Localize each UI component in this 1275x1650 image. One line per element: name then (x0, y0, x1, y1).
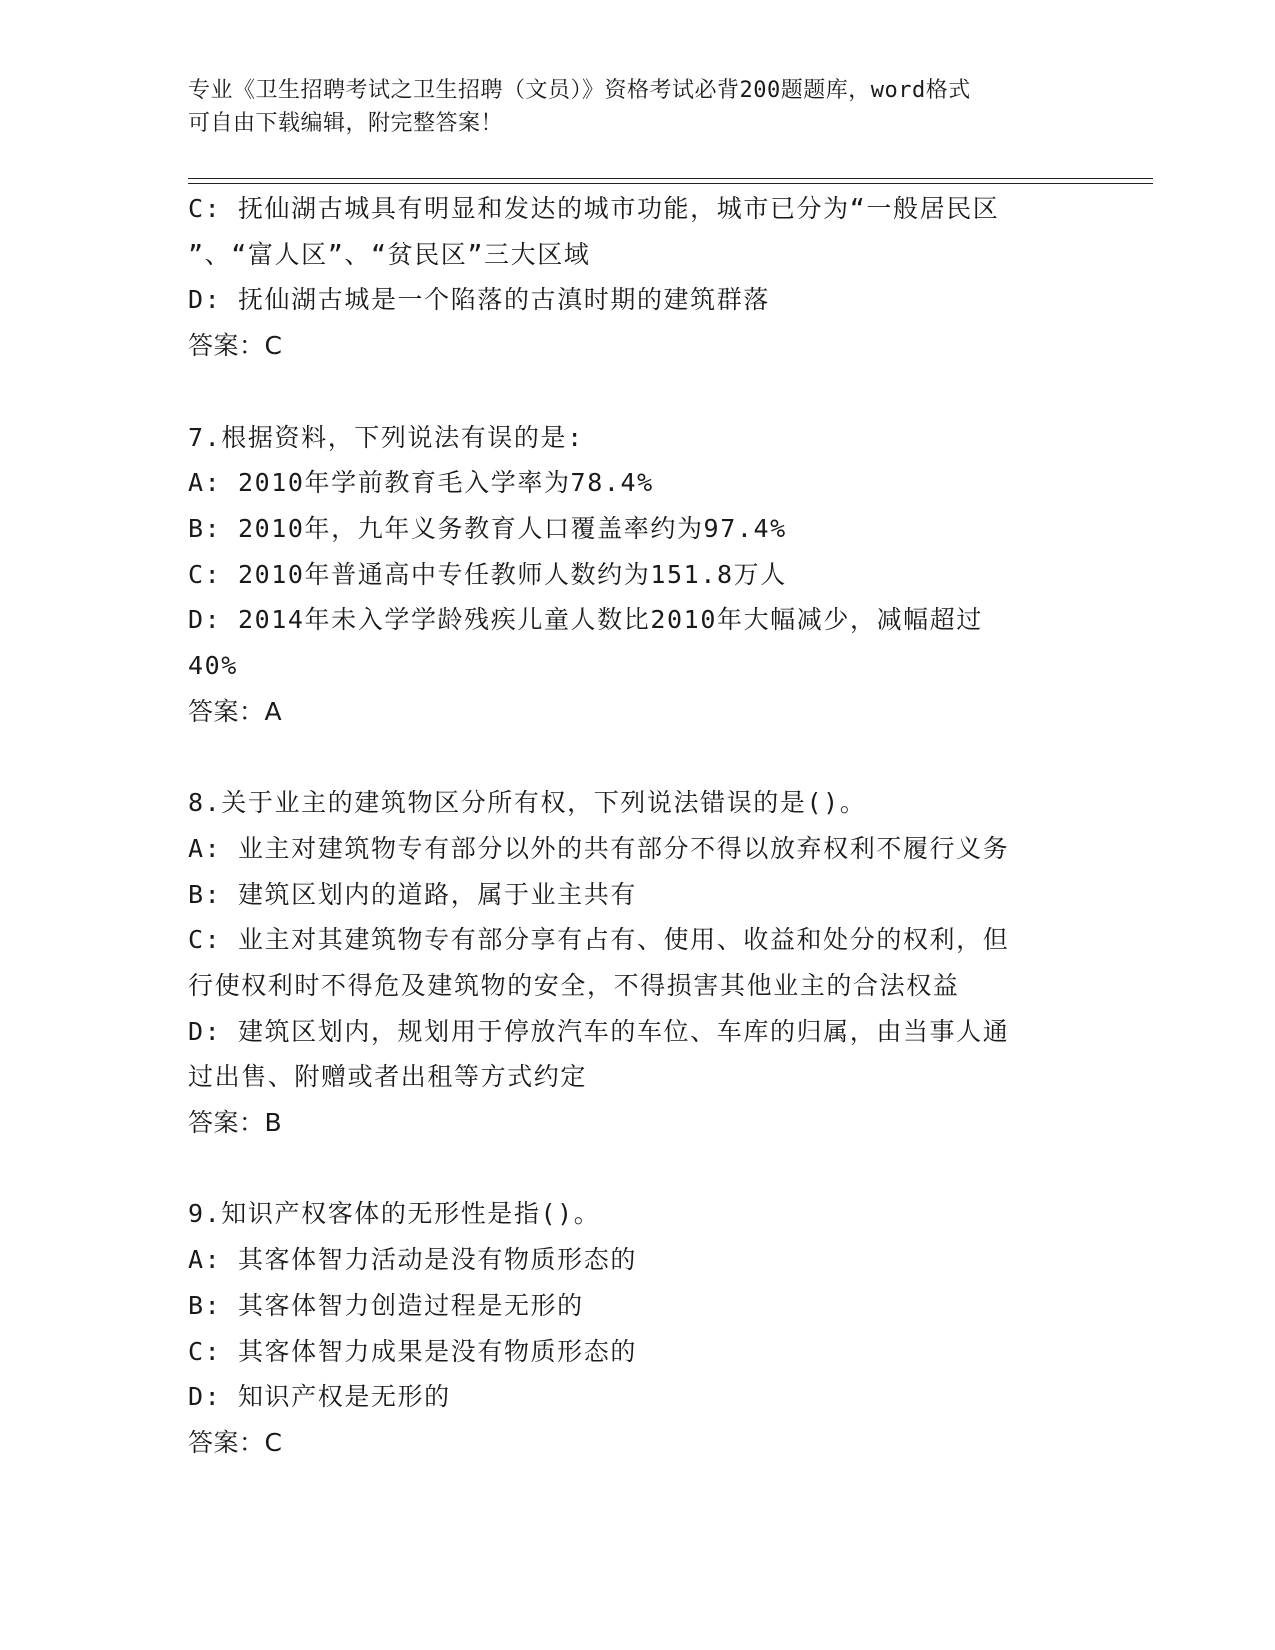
option-c-continued: ”、“富人区”、“贫民区”三大区域 (188, 239, 591, 269)
option-a: A: 业主对建筑物专有部分以外的共有部分不得以放弃权利不履行义务 (188, 833, 1010, 863)
option-b: B: 建筑区划内的道路，属于业主共有 (188, 879, 637, 909)
option-d: D: 2014年未入学学龄残疾儿童人数比2010年大幅减少，减幅超过 (188, 605, 983, 635)
option-a: A: 2010年学前教育毛入学率为78.4% (188, 468, 654, 498)
header-line-1: 专业《卫生招聘考试之卫生招聘（文员）》资格考试必背200题题库，word格式 (188, 78, 971, 103)
header-divider-top (188, 178, 1153, 179)
header-line-2: 可自由下载编辑，附完整答案！ (188, 111, 504, 136)
answer: 答案：C (188, 331, 283, 361)
option-b: B: 2010年，九年义务教育人口覆盖率约为97.4% (188, 513, 787, 543)
question-6-continued (188, 186, 1088, 369)
option-c: C: 2010年普通高中专任教师人数约为151.8万人 (188, 559, 787, 589)
spacer (188, 734, 1088, 780)
question-text: 8.关于业主的建筑物区分所有权，下列说法错误的是()。 (188, 788, 867, 818)
option-d: D: 建筑区划内，规划用于停放汽车的车位、车库的归属，由当事人通 (188, 1016, 1010, 1046)
question-9 (188, 1191, 1088, 1465)
spacer (188, 1146, 1088, 1192)
option-c: C: 抚仙湖古城具有明显和发达的城市功能，城市已分为“一般居民区 (188, 194, 1000, 223)
option-d: D: 抚仙湖古城是一个陷落的古滇时期的建筑群落 (188, 285, 770, 315)
option-b: B: 其客体智力创造过程是无形的 (188, 1290, 584, 1320)
answer: 答案：C (188, 1427, 283, 1457)
answer: 答案：A (188, 696, 283, 726)
option-c-continued: 行使权利时不得危及建筑物的安全，不得损害其他业主的合法权益 (188, 970, 960, 1000)
option-c: C: 业主对其建筑物专有部分享有占有、使用、收益和处分的权利，但 (188, 925, 1010, 955)
question-text: 9.知识产权客体的无形性是指()。 (188, 1199, 601, 1229)
spacer (188, 369, 1088, 415)
header-divider-bottom (188, 183, 1153, 184)
answer: 答案：B (188, 1108, 283, 1138)
document-body (188, 186, 1088, 1466)
option-d-continued: 40% (188, 651, 238, 681)
question-8 (188, 780, 1088, 1146)
option-d-continued: 过出售、附赠或者出租等方式约定 (188, 1062, 588, 1092)
option-d: D: 知识产权是无形的 (188, 1382, 451, 1412)
document-header (188, 74, 1088, 140)
question-text: 7.根据资料，下列说法有误的是: (188, 422, 584, 452)
question-7 (188, 415, 1088, 735)
option-a: A: 其客体智力活动是没有物质形态的 (188, 1245, 637, 1275)
option-c: C: 其客体智力成果是没有物质形态的 (188, 1336, 637, 1366)
